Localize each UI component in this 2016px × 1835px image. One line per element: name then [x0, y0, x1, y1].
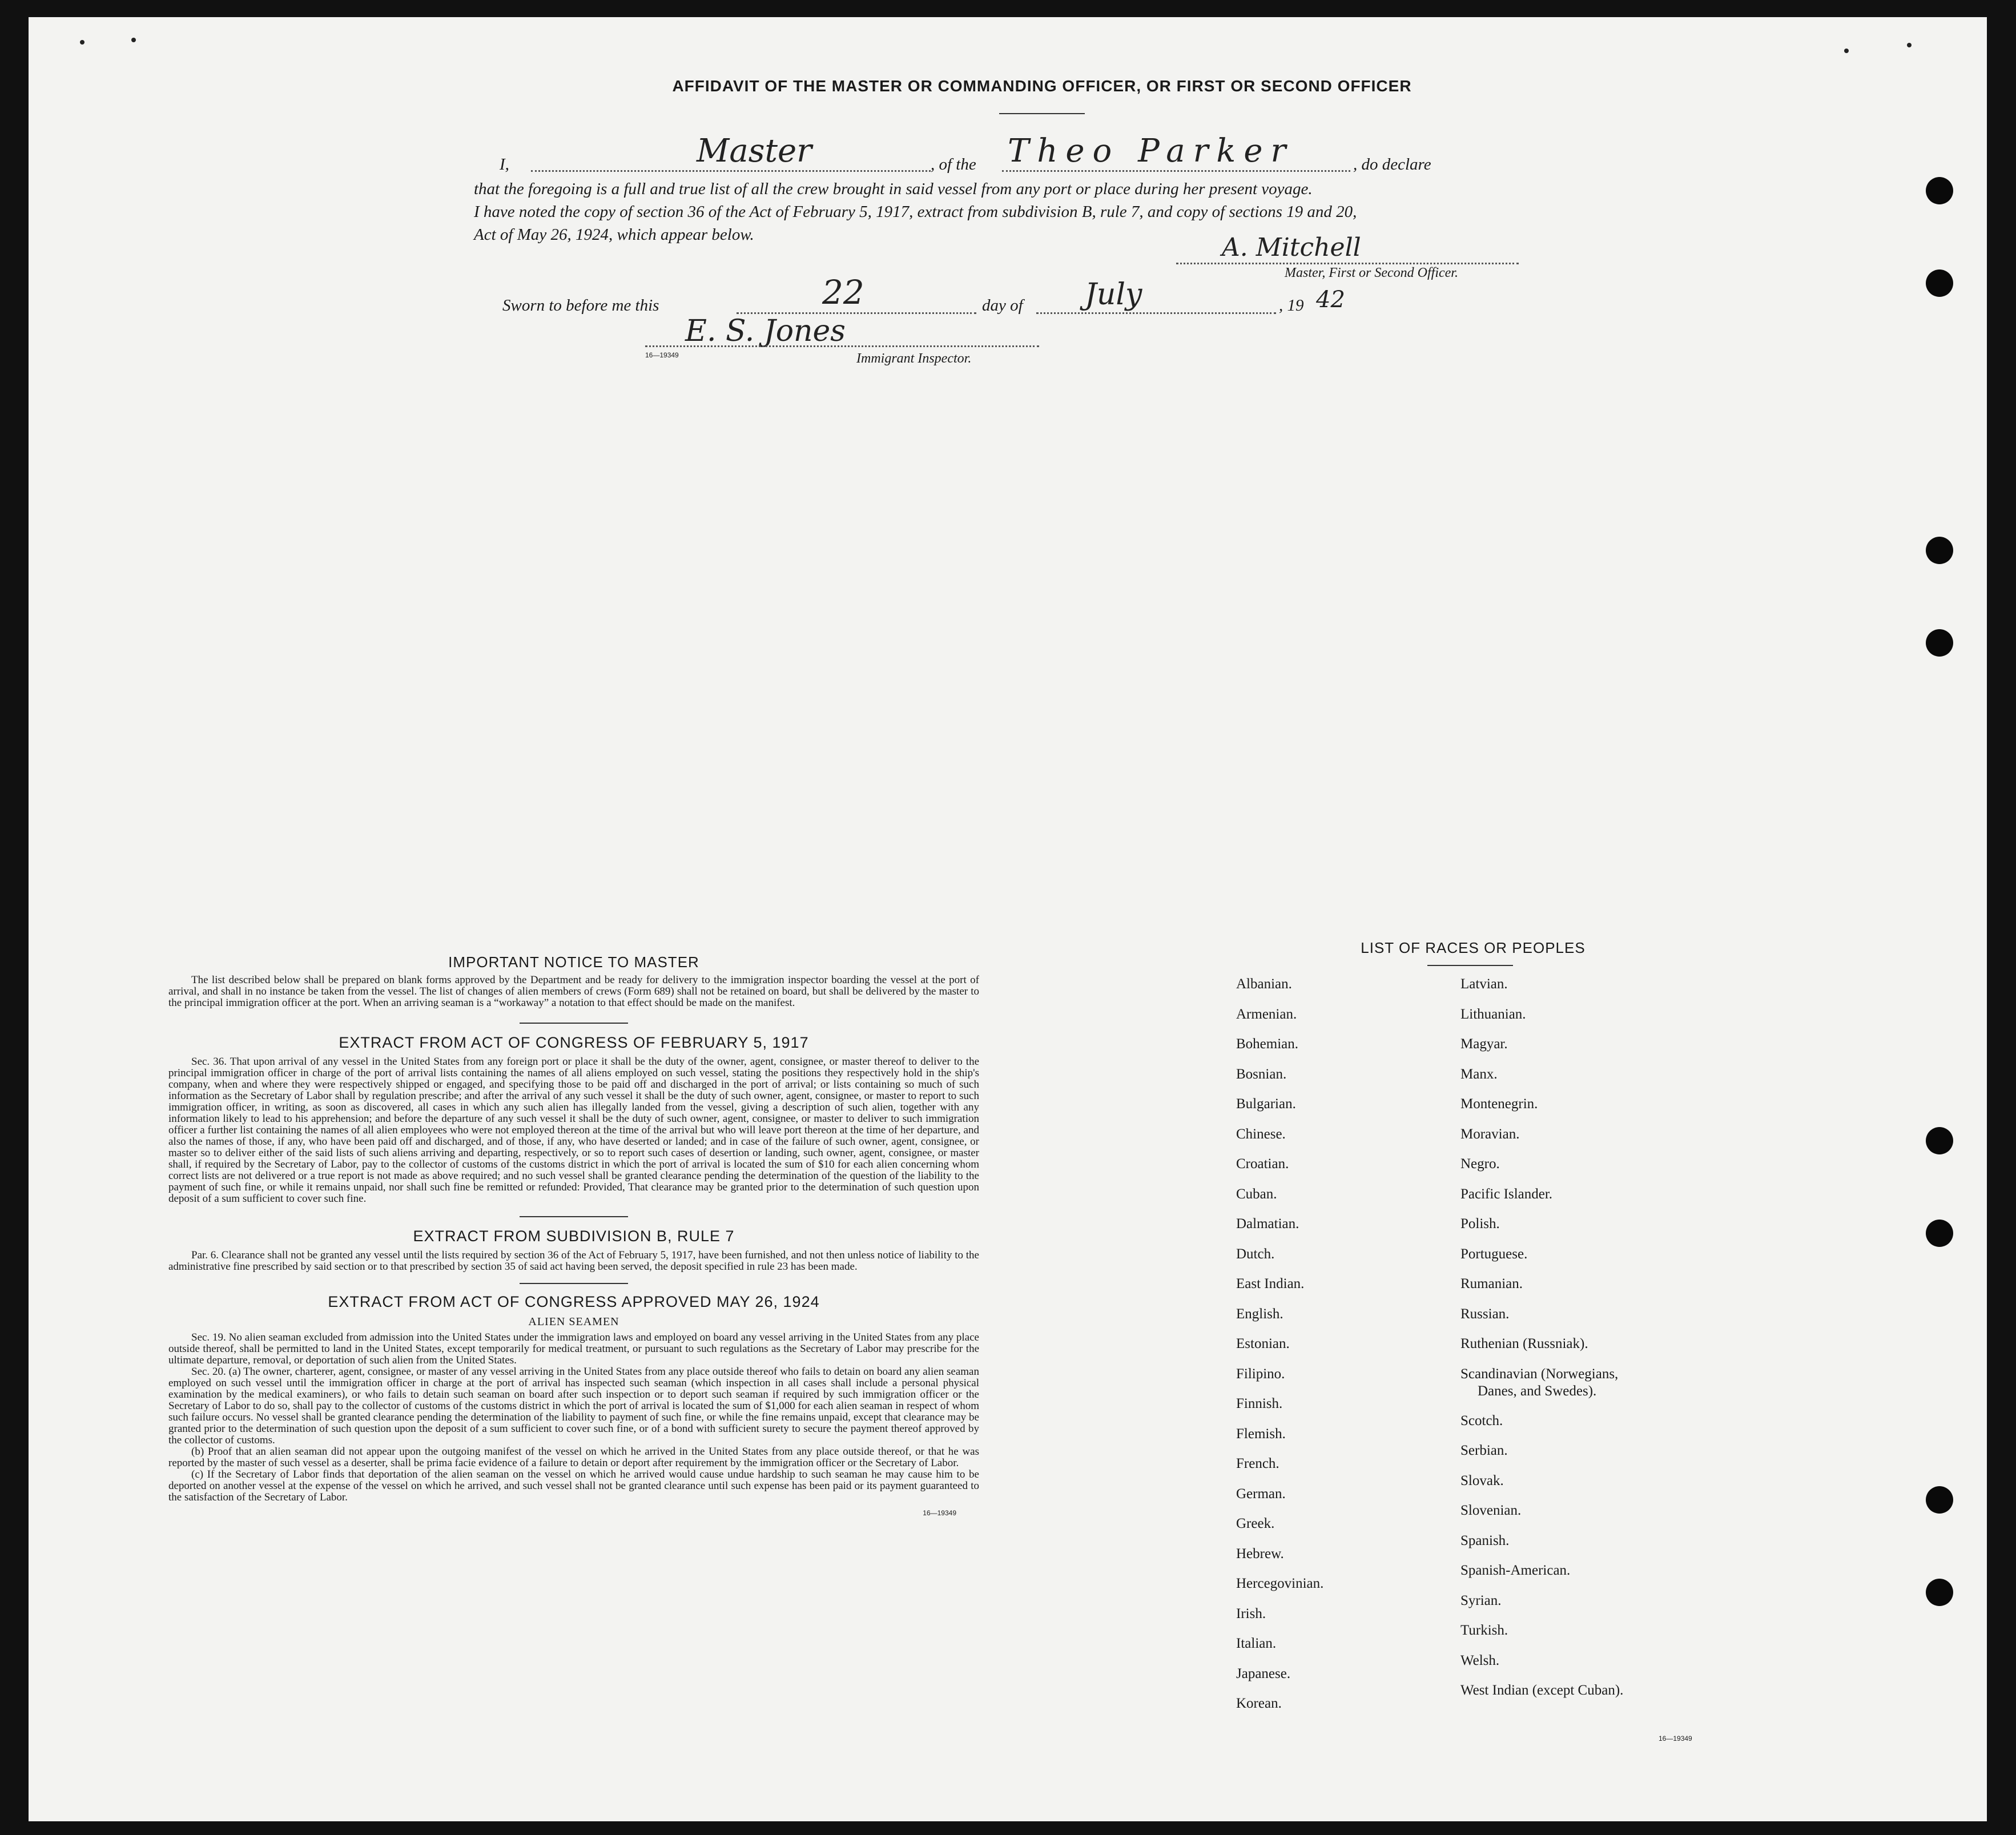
race-item: Danes, and Swedes). [1478, 1383, 1597, 1399]
month-blank [1036, 312, 1276, 314]
race-item: Hercegovinian. [1236, 1576, 1324, 1591]
inspector-signature: E. S. Jones [685, 314, 846, 348]
race-item: Dalmatian. [1236, 1216, 1299, 1232]
race-item: German. [1236, 1486, 1286, 1502]
punch-hole [1926, 269, 1953, 297]
signature-line [1176, 263, 1519, 264]
race-item: Negro. [1460, 1156, 1500, 1172]
punch-hole [1926, 1486, 1953, 1514]
race-item: Ruthenian (Russniak). [1460, 1336, 1588, 1351]
race-item: Filipino. [1236, 1366, 1285, 1382]
affidavit-title: AFFIDAVIT OF THE MASTER OR COMMANDING OFFICER, OR FIRST OR SECOND OFFICER [672, 77, 1412, 95]
race-item: Portuguese. [1460, 1246, 1528, 1262]
sworn-day-handwritten: 22 [822, 273, 864, 312]
races-title: LIST OF RACES OR PEOPLES [1361, 939, 1586, 956]
notice-title: IMPORTANT NOTICE TO MASTER [448, 953, 699, 971]
race-item: Italian. [1236, 1636, 1277, 1651]
race-item: Spanish. [1460, 1532, 1510, 1548]
race-item: Scandinavian (Norwegians, [1460, 1366, 1619, 1382]
speck [131, 38, 136, 42]
sec-19-text: Sec. 19. No alien seaman excluded from admission into the United States under the immigration laws and employed on board any vessel arriving in the United States from any place outside thereof, shall be permitted to land in the United States, except temporarily for medical treatment, or pursuant to such regulations as the Secretary of Labor may prescribe for the ultimate departure, removal, or deportation of such alien from the United States. [168, 1331, 979, 1366]
declaration-body-line3: Act of May 26, 1924, which appear below. [474, 226, 754, 244]
speck [1907, 43, 1912, 47]
officer-handwritten: Master [697, 132, 812, 170]
race-item: Korean. [1236, 1696, 1282, 1711]
race-item: Scotch. [1460, 1413, 1503, 1428]
sec-20a-text: Sec. 20. (a) The owner, charterer, agent, consignee, or master of any vessel arriving in the United States from any place outside thereof who fails to detain on board any alien seaman employed on such vessel until the immigration officer in charge at the port of arrival has inspected such seaman (which inspection in all cases shall include a personal physical examination by the medical examiners), or who fails to detain such seaman on board after such inspection or to deport such seaman if required by such immigration officer or the Secretary of Labor to do so, shall pay to the collector of customs of the customs district in which the port of arrival is located the sum of $1,000 for each alien seaman in respect of whom such failure occurs. No vessel shall be granted clearance pending the determination of the liability to payment of such fine, or while the fine remains unpaid, except that clearance may be granted prior to the determination of such question upon the deposit of a sum sufficient to cover such fine, or of a bond with sufficient surety to secure the payment thereof approved by the collector of customs. [168, 1366, 979, 1446]
declare-label: , do declare [1353, 155, 1431, 174]
notice-text: The list described below shall be prepared on blank forms approved by the Department and be ready for delivery to the immigration inspector boarding the vessel at the port of arrival, and shall in no instance be taken from the vessel. The list of changes of alien members of crews (Form 689) shall not be retained on board, but shall be delivered by the master to the principal immigration officer at the port. When an arriving seaman is a “workaway” a notation to that effect should be made on the manifest. [168, 974, 979, 1009]
races-form-number: 16—19349 [1659, 1735, 1692, 1743]
year-handwritten: 42 [1316, 287, 1345, 313]
punch-hole [1926, 1579, 1953, 1606]
day-of-label: day of [982, 296, 1023, 315]
declaration-line [474, 132, 1587, 174]
speck [80, 40, 84, 45]
race-item: Russian. [1460, 1306, 1510, 1322]
document-page [29, 17, 1987, 1821]
race-item: Serbian. [1460, 1443, 1508, 1458]
race-item: Lithuanian. [1460, 1006, 1526, 1022]
i-label: I, [500, 155, 509, 174]
title-rule [999, 113, 1085, 114]
race-item: Albanian. [1236, 976, 1292, 992]
extract-1924-title: EXTRACT FROM ACT OF CONGRESS APPROVED MAY 26, 1924 [328, 1293, 820, 1310]
declaration-body-line2: I have noted the copy of section 36 of the Act of February 5, 1917, extract from subdivision B, rule 7, and copy of sections 19 and 20, [474, 203, 1357, 221]
race-item: Japanese. [1236, 1665, 1291, 1681]
race-item: Chinese. [1236, 1126, 1286, 1142]
punch-hole [1926, 629, 1953, 657]
year-prefix: , 19 [1279, 296, 1304, 315]
rule-7-text: Par. 6. Clearance shall not be granted any vessel until the lists required by section 36 of the Act of February 5, 1917, have been furnished, and not then unless notice of liability to the administrative fine prescribed by said section or to that prescribed by section 35 of said act having been served, the deposit specified in rule 23 has been made. [168, 1249, 979, 1273]
sec-20c-text: (c) If the Secretary of Labor finds that deportation of the alien seaman on the vessel on which he arrived would cause undue hardship to such seaman he may cause him to be deported on another vessel at the expense of the vessel on which he arrived, and such vessel shall not be granted clearance until such expense has been paid or its payment guaranteed to the satisfaction of the Secretary of Labor. [168, 1468, 979, 1503]
extract-1917-text: Sec. 36. That upon arrival of any vessel in the United States from any foreign port or place it shall be the duty of the owner, agent, consignee, or master thereof to deliver to the principal immigration officer in charge of the port of arrival lists containing the names of all aliens employed on such vessel, stating the positions they respectively hold in the ship's company, when and where they were respectively shipped or engaged, and specifying those to be paid off and discharged in the port of arrival; or lists containing so much of such information as the Secretary of Labor shall by regulation prescribe; and after the arrival of any such vessel it shall be the duty of such owner, agent, consignee, or master to report to such immigration officer, in writing, as soon as discovered, all cases in which any such alien has illegally landed from the vessel, giving a description of such alien, together with any information likely to lead to his apprehension; and before the departure of any such vessel it shall be the duty of such owner, agent, consignee, or master to deliver to such immigration officer a further list containing the names of all alien employees who were not employed thereon at the time of the arrival but who will leave port thereon at the time of her departure, and also the names of those, if any, who have been paid off and discharged, and of those, if any, who have deserted or landed; and in case of the failure of such owner, agent, consignee, or master so to deliver either of the said lists of such aliens arriving and departing, respectively, or so to report such cases of desertion or landing, such owner, agent, consignee, or master shall, if required by the Secretary of Labor, pay to the collector of customs of the customs district in which the port of arrival is located the sum of $10 for each alien concerning whom correct lists are not delivered or a true report is not made as above required; and no such vessel shall be granted clearance pending the determination of the question of the liability to the payment of such fine, or while it remains unpaid, nor shall such fine be remitted or refunded: Provided, That clearance may be granted prior to the determination of such question upon deposit of a sum sufficient to cover such fine. [168, 1056, 979, 1205]
race-item: Croatian. [1236, 1156, 1289, 1172]
vessel-handwritten: Theo Parker [1008, 132, 1294, 170]
officer-blank [531, 170, 931, 172]
extract-1924-form-number: 16—19349 [923, 1509, 956, 1517]
race-item: Flemish. [1236, 1426, 1286, 1442]
race-item: Spanish-American. [1460, 1563, 1571, 1578]
section-divider [520, 1216, 628, 1217]
race-item: Bohemian. [1236, 1036, 1299, 1052]
race-item: Slovenian. [1460, 1503, 1522, 1518]
punch-hole [1926, 177, 1953, 204]
master-signature: A. Mitchell [1222, 233, 1361, 262]
alien-seamen-subtitle: ALIEN SEAMEN [528, 1315, 619, 1328]
punch-hole [1926, 1220, 1953, 1247]
race-item: Moravian. [1460, 1126, 1520, 1142]
speck [1844, 49, 1849, 53]
race-item: Pacific Islander. [1460, 1186, 1553, 1202]
inspector-line [645, 345, 1039, 347]
race-item: Turkish. [1460, 1623, 1508, 1638]
punch-hole [1926, 537, 1953, 564]
race-item: Syrian. [1460, 1592, 1502, 1608]
sworn-label: Sworn to before me this [502, 296, 659, 315]
legal-column [168, 953, 979, 1517]
race-item: Irish. [1236, 1605, 1266, 1621]
race-item: Bulgarian. [1236, 1096, 1296, 1112]
race-item: Cuban. [1236, 1186, 1277, 1202]
rule-7-title: EXTRACT FROM SUBDIVISION B, RULE 7 [413, 1228, 735, 1245]
of-the-label: , of the [931, 155, 976, 174]
extract-1917-title: EXTRACT FROM ACT OF CONGRESS OF FEBRUARY 5, 1917 [339, 1034, 809, 1051]
race-item: Bosnian. [1236, 1066, 1287, 1082]
race-item: Rumanian. [1460, 1276, 1523, 1291]
sec-20b-text: (b) Proof that an alien seaman did not appear upon the outgoing manifest of the vessel on which he arrived in the United States from any place outside thereof, or that he was reported by the master of such vessel as a deserter, shall be prima facie evidence of a failure to detain or deport after requirement by the immigration officer or the Secretary of Labor. [168, 1446, 979, 1469]
race-item: East Indian. [1236, 1276, 1305, 1291]
vessel-blank [1002, 170, 1350, 172]
race-item: English. [1236, 1306, 1283, 1322]
race-item: Greek. [1236, 1516, 1275, 1531]
race-item: West Indian (except Cuban). [1460, 1683, 1624, 1698]
race-item: Montenegrin. [1460, 1096, 1538, 1112]
race-item: Hebrew. [1236, 1546, 1284, 1562]
section-divider [520, 1023, 628, 1024]
declaration-body-line1: that the foregoing is a full and true list of all the crew brought in said vessel from any port or place during her present voyage. [474, 180, 1313, 198]
race-item: Latvian. [1460, 976, 1508, 992]
signature-caption: Master, First or Second Officer. [1285, 265, 1458, 280]
sworn-line [502, 273, 1359, 320]
inspector-caption: Immigrant Inspector. [856, 351, 972, 366]
race-item: Welsh. [1460, 1652, 1500, 1668]
race-item: Finnish. [1236, 1396, 1283, 1411]
race-item: Estonian. [1236, 1336, 1290, 1351]
race-item: Slovak. [1460, 1472, 1504, 1488]
race-item: Dutch. [1236, 1246, 1275, 1262]
race-item: Polish. [1460, 1216, 1500, 1232]
affidavit-form-number: 16—19349 [645, 351, 679, 359]
race-item: Manx. [1460, 1066, 1498, 1082]
race-item: French. [1236, 1456, 1279, 1471]
race-item: Magyar. [1460, 1036, 1508, 1052]
punch-hole [1926, 1127, 1953, 1154]
race-item: Armenian. [1236, 1006, 1297, 1022]
section-divider [520, 1283, 628, 1284]
month-handwritten: July [1085, 277, 1142, 312]
races-title-rule [1427, 965, 1513, 966]
